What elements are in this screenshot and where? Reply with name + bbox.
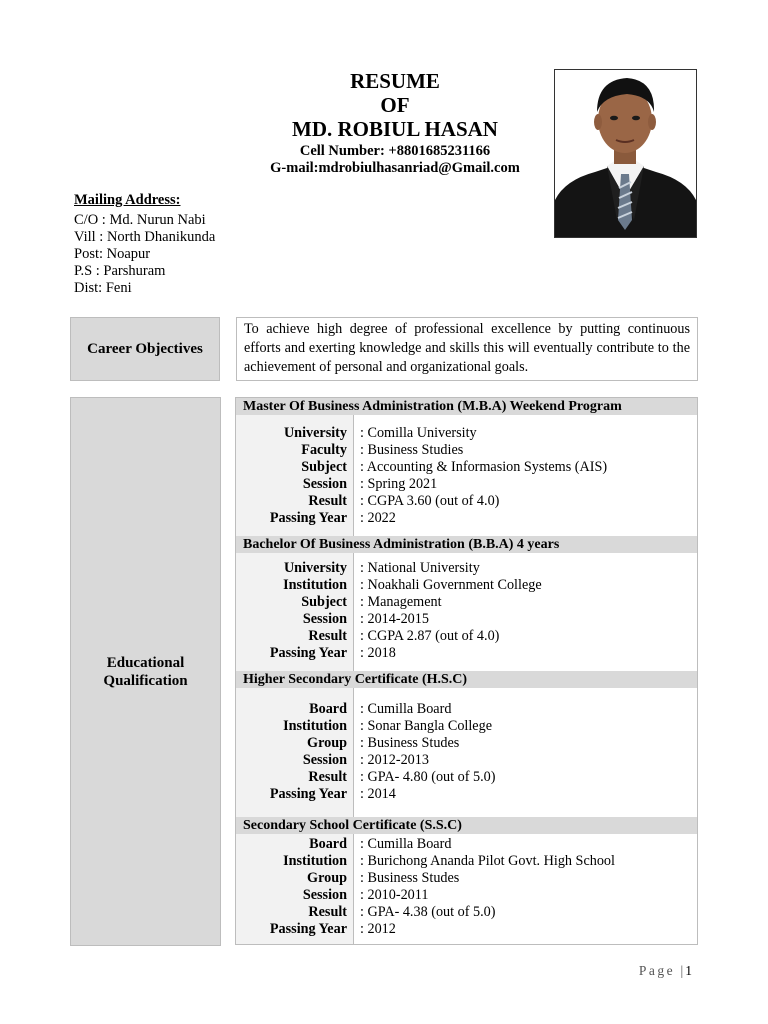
field-value: : Business Studes bbox=[360, 734, 460, 751]
section-body-ssc bbox=[236, 834, 697, 944]
field-values bbox=[354, 688, 495, 817]
field-value: : Spring 2021 bbox=[360, 475, 438, 492]
field-label: Passing Year bbox=[269, 509, 347, 526]
career-objectives-label-text: Career Objectives bbox=[87, 341, 203, 357]
field-label: Passing Year bbox=[269, 644, 347, 661]
field-label: Session bbox=[302, 610, 347, 627]
section-body-hsc bbox=[236, 688, 697, 817]
field-value: : 2014-2015 bbox=[360, 610, 429, 627]
section-header-bba: Bachelor Of Business Administration (B.B.A) 4 years bbox=[236, 536, 697, 553]
section-body-bba bbox=[236, 553, 697, 671]
field-label: Faculty bbox=[301, 441, 347, 458]
page-separator: | bbox=[677, 963, 684, 978]
field-labels bbox=[236, 688, 354, 817]
field-value: : 2010-2011 bbox=[360, 886, 429, 903]
candidate-name: MD. ROBIUL HASAN bbox=[292, 117, 498, 141]
resume-title: RESUME bbox=[350, 69, 440, 93]
field-label: Result bbox=[308, 627, 347, 644]
edu-label-line: Educational bbox=[106, 654, 185, 671]
field-value: : CGPA 2.87 (out of 4.0) bbox=[360, 627, 500, 644]
section-header-hsc: Higher Secondary Certificate (H.S.C) bbox=[236, 671, 697, 688]
field-value: : 2018 bbox=[360, 644, 396, 661]
field-value: : Burichong Ananda Pilot Govt. High School bbox=[360, 852, 615, 869]
field-label: Group bbox=[307, 734, 347, 751]
profile-photo bbox=[554, 69, 697, 238]
field-label: Passing Year bbox=[269, 785, 347, 802]
field-value: : CGPA 3.60 (out of 4.0) bbox=[360, 492, 500, 509]
field-value: : GPA- 4.80 (out of 5.0) bbox=[360, 768, 496, 785]
field-label: Subject bbox=[301, 593, 347, 610]
mailing-address bbox=[74, 192, 215, 297]
address-line: Vill : North Dhanikunda bbox=[74, 229, 216, 245]
field-label: Session bbox=[302, 886, 347, 903]
field-label: University bbox=[283, 425, 347, 441]
page-footer bbox=[639, 963, 692, 979]
educational-qualification-label bbox=[70, 397, 221, 946]
field-values bbox=[354, 553, 542, 671]
field-labels bbox=[236, 834, 354, 944]
field-label: Result bbox=[308, 492, 347, 509]
section-body-mba bbox=[236, 415, 697, 536]
page-word: Page bbox=[638, 963, 676, 978]
field-value: : Comilla University bbox=[360, 425, 477, 441]
section-header-mba: Master Of Business Administration (M.B.A) Weekend Program bbox=[236, 398, 697, 415]
field-labels bbox=[236, 415, 354, 536]
field-value: : 2022 bbox=[360, 509, 396, 526]
field-label: Institution bbox=[283, 576, 347, 593]
field-value: : Business Studes bbox=[360, 869, 460, 886]
career-objectives-label bbox=[70, 317, 220, 381]
field-label: Session bbox=[302, 475, 347, 492]
field-value: : 2012 bbox=[360, 920, 396, 937]
field-value: : Management bbox=[360, 593, 442, 610]
field-label: Institution bbox=[283, 852, 347, 869]
field-value: : 2012-2013 bbox=[360, 751, 429, 768]
field-label: Group bbox=[307, 869, 347, 886]
page-number: 1 bbox=[685, 963, 692, 978]
mailing-address-title: Mailing Address: bbox=[74, 192, 181, 208]
cell-number: Cell Number: +8801685231166 bbox=[299, 143, 491, 159]
field-value: : Business Studies bbox=[360, 441, 464, 458]
field-label: Board bbox=[309, 836, 347, 852]
field-values bbox=[354, 415, 607, 536]
address-line: P.S : Parshuram bbox=[74, 263, 166, 279]
field-values bbox=[354, 834, 615, 944]
email-address: G-mail:mdrobiulhasanriad@Gmail.com bbox=[270, 160, 520, 176]
field-value: : Noakhali Government College bbox=[360, 576, 542, 593]
field-value: : National University bbox=[360, 560, 480, 576]
field-value: : Cumilla Board bbox=[360, 836, 452, 852]
field-label: Result bbox=[308, 903, 347, 920]
field-label: Session bbox=[302, 751, 347, 768]
section-header-ssc: Secondary School Certificate (S.S.C) bbox=[236, 817, 697, 834]
field-value: : Cumilla Board bbox=[360, 701, 452, 717]
field-labels bbox=[236, 553, 354, 671]
field-label: Board bbox=[309, 701, 347, 717]
address-line: Dist: Feni bbox=[74, 280, 132, 296]
field-label: Subject bbox=[301, 458, 347, 475]
address-line: C/O : Md. Nurun Nabi bbox=[74, 212, 206, 228]
field-value: : Sonar Bangla College bbox=[360, 717, 492, 734]
career-objectives-text: To achieve high degree of professional excellence by putting continuous efforts and exerting knowledge and skills this will eventually contribute to the achievement of personal and organizational goals. bbox=[236, 317, 698, 381]
field-label: University bbox=[283, 560, 347, 576]
field-value: : GPA- 4.38 (out of 5.0) bbox=[360, 903, 496, 920]
address-line: Post: Noapur bbox=[74, 246, 151, 262]
education-table bbox=[235, 397, 698, 945]
field-value: : 2014 bbox=[360, 785, 396, 802]
edu-label-line: Qualification bbox=[103, 672, 188, 689]
field-label: Institution bbox=[283, 717, 347, 734]
resume-header bbox=[230, 69, 560, 177]
field-value: : Accounting & Informasion Systems (AIS) bbox=[360, 458, 608, 475]
resume-title-of: OF bbox=[380, 93, 410, 117]
field-label: Passing Year bbox=[269, 920, 347, 937]
field-label: Result bbox=[308, 768, 347, 785]
